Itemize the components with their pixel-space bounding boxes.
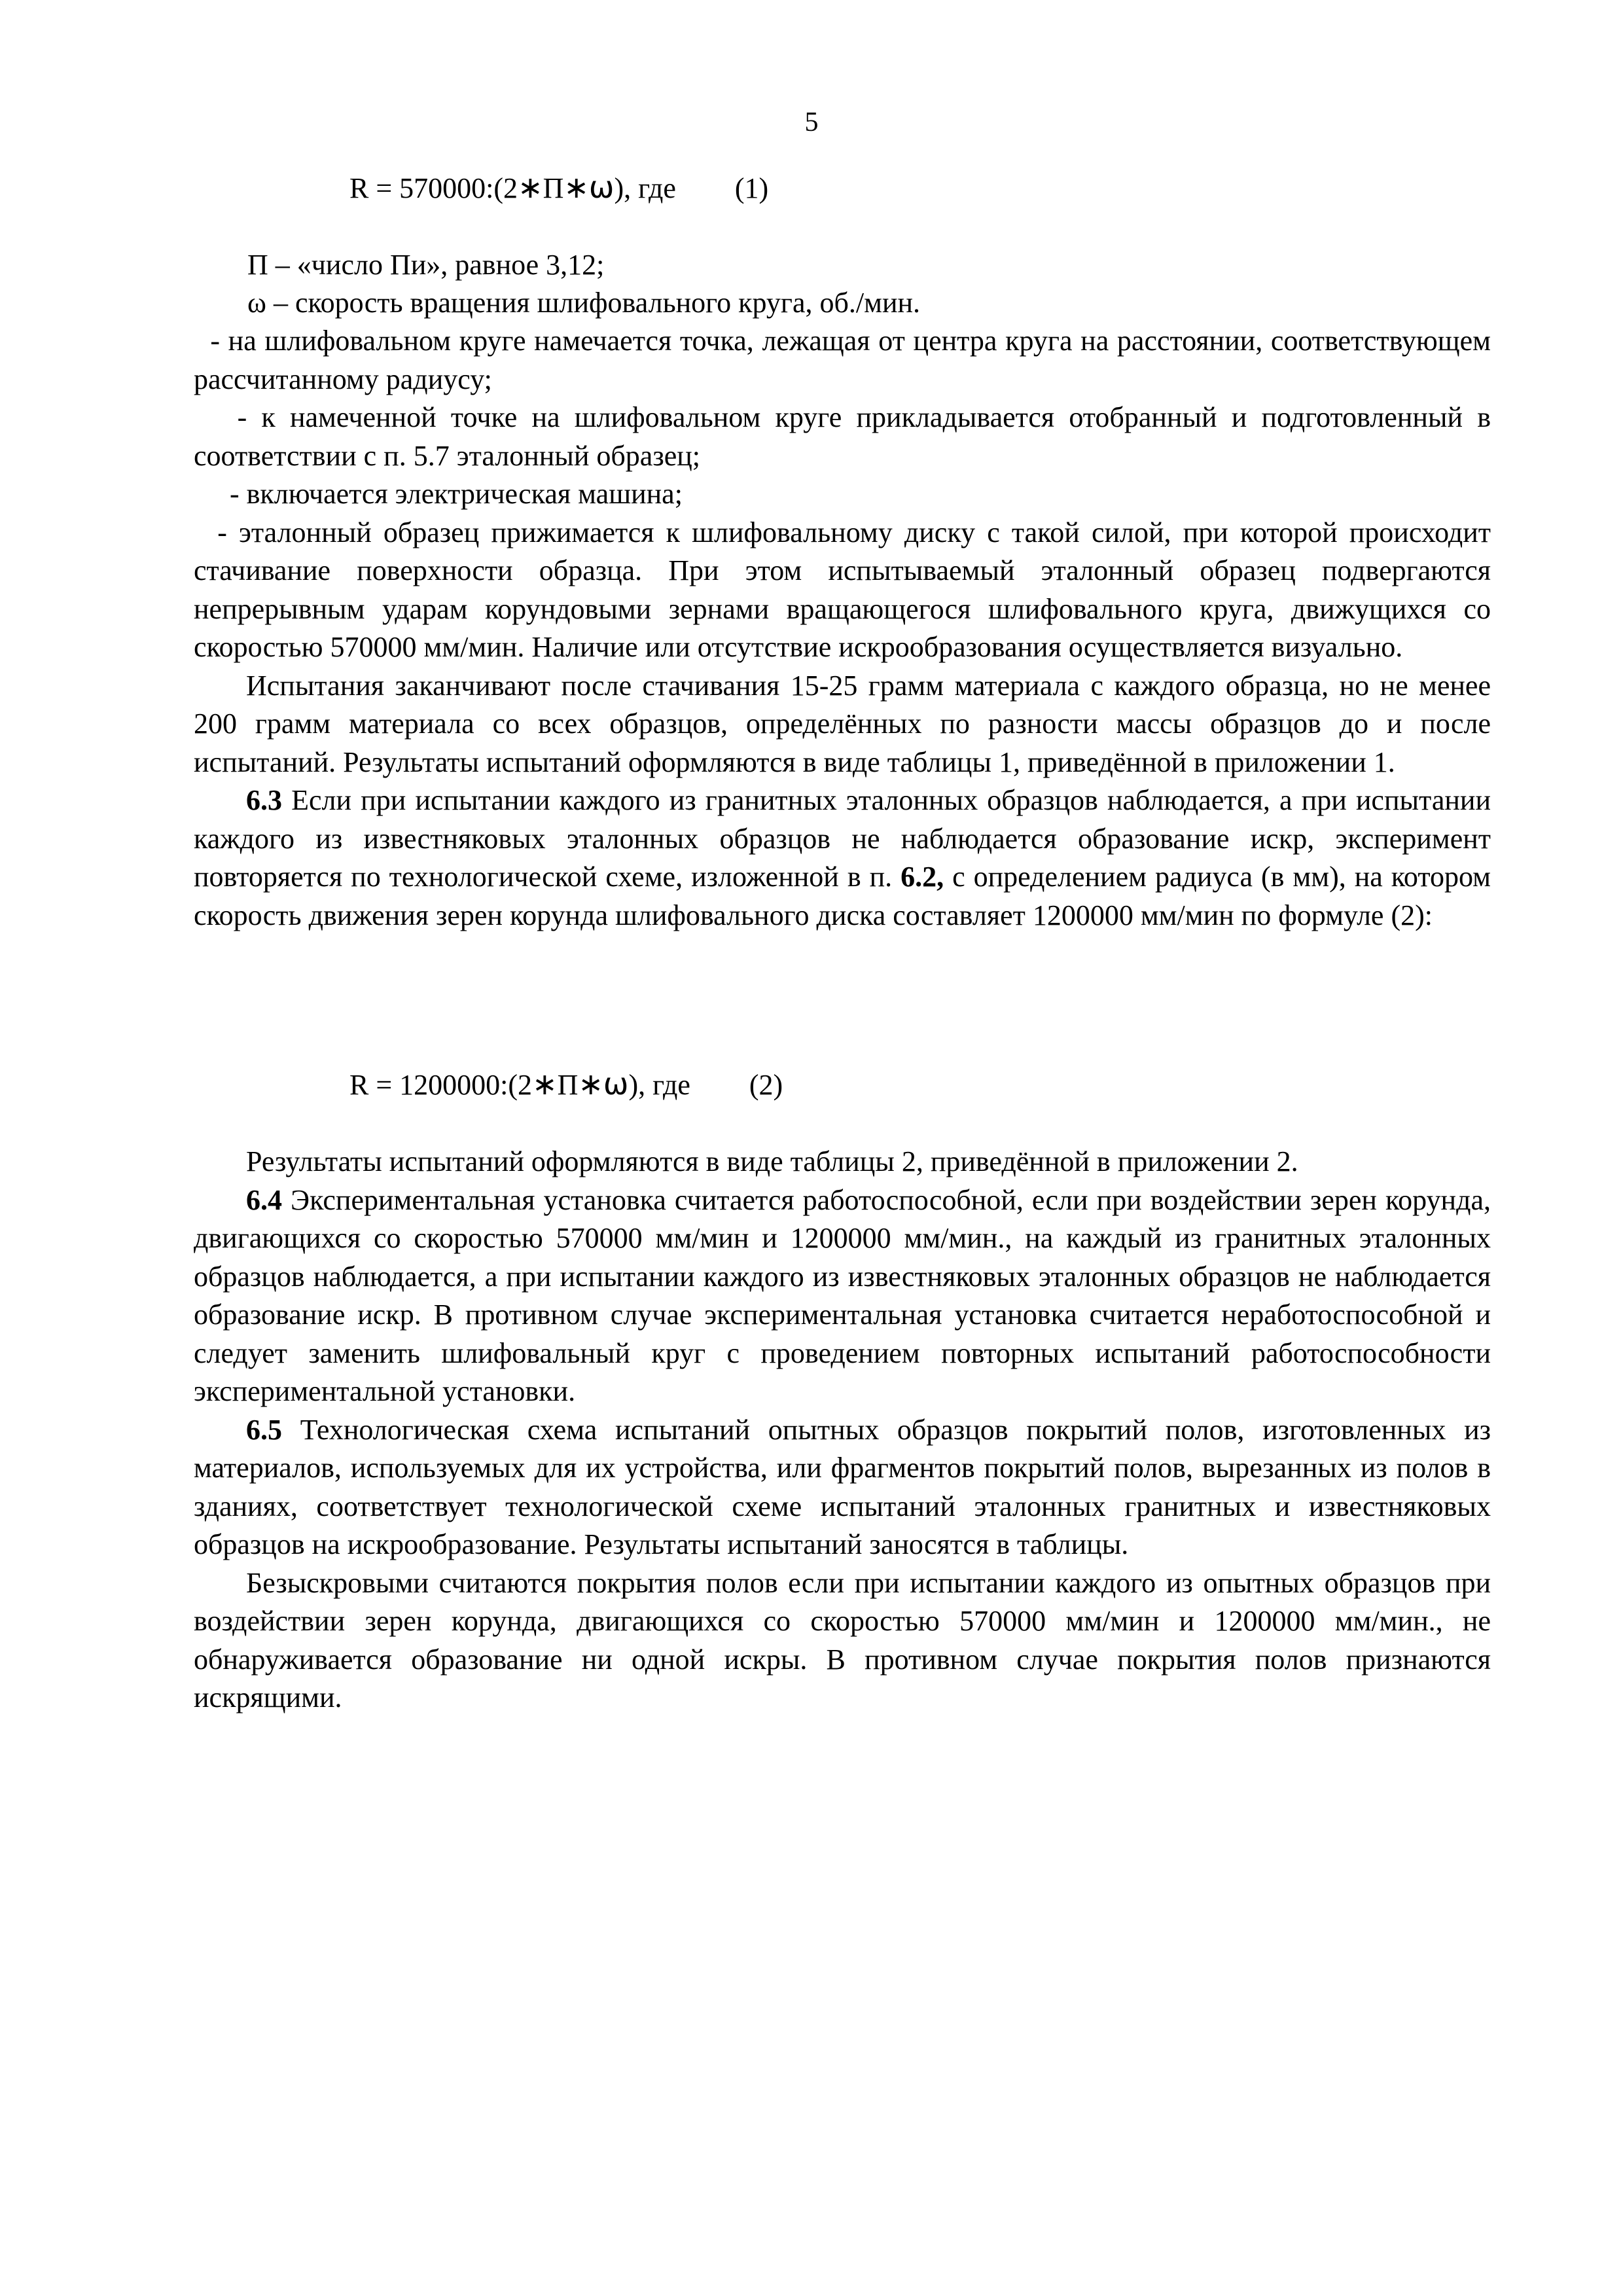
- formula-2: [349, 1064, 783, 1105]
- step-switch-on: - включается электрическая машина;: [230, 478, 683, 510]
- paragraph-conclusion: Безыскровыми считаются покрытия полов если при испытании каждого из опытных образцов при воздействии зерен корунда, двигающихся со скоростью 570000 мм/мин и 1200000 мм/мин., не обнаруживается образование ни одной искры. В противном случае покрытия полов признаются искрящими.: [194, 1566, 1491, 1713]
- multiply-symbol: ∗: [578, 1066, 603, 1102]
- section-number-6-4: 6.4: [246, 1183, 282, 1216]
- page-number: 5: [804, 107, 819, 137]
- section-ref-6-2: 6.2,: [901, 861, 944, 893]
- formula-2-number: (2): [749, 1069, 783, 1101]
- formula-1-suffix: ), где: [614, 172, 676, 204]
- omega-symbol: ω: [588, 170, 615, 205]
- section-number-6-5: 6.5: [246, 1413, 282, 1446]
- multiply-symbol: ∗: [532, 1066, 558, 1102]
- formula-1: [349, 168, 768, 208]
- pi-symbol: П: [557, 1069, 579, 1101]
- step-mark-point: - на шлифовальном круге намечается точка, лежащая от центра круга на расстоянии, соответствующем рассчитанному радиусу;: [194, 325, 1491, 395]
- formula-legend: [247, 246, 1504, 322]
- paragraph-6-5: 6.5 Технологическая схема испытаний опытных образцов покрытий полов, изготовленных из материалов, используемых для их устройства, или фрагментов покрытий полов, вырезанных из полов в зданиях, соответствует технологической схеме испытаний эталонных гранитных и известняковых образцов на искрообразование. Результаты испытаний заносятся в таблицы.: [194, 1413, 1491, 1560]
- multiply-symbol: ∗: [563, 170, 589, 205]
- paragraph-6-4: 6.4 Экспериментальная установка считается работоспособной, если при воздействии зерен корунда, двигающихся со скоростью 570000 мм/мин и 1200000 мм/мин., на каждый из гранитных эталонных образцов наблюдается, а при испытании каждого из известняковых эталонных образцов не наблюдается образование искр. В противном случае экспериментальная установка считается неработоспособной и следует заменить шлифовальный круг с проведением повторных испытаний работоспособности экспериментальной установки.: [194, 1183, 1491, 1407]
- section-6-4-6-5: [194, 1143, 1491, 1717]
- formula-2-prefix: R = 1200000:(2: [349, 1069, 533, 1101]
- paragraph-test-end: Испытания заканчивают после стачивания 15-25 грамм материала с каждого образца, но не менее 200 грамм материала со всех образцов, определённых по разности массы образцов до и после испытаний. Результаты испытаний оформляются в виде таблицы 1, приведённой в приложении 1.: [194, 669, 1491, 778]
- step-press-sample: - эталонный образец прижимается к шлифовальному диску с такой силой, при которой происходит стачивание поверхности образца. При этом испытываемый эталонный образец подвергаются непрерывным ударам корундовыми зернами вращающегося шлифовального круга, движущихся со скоростью 570000 мм/мин. Наличие или отсутствие искрообразования осуществляется визуально.: [194, 516, 1491, 663]
- legend-pi: П – «число Пи», равное 3,12;: [247, 249, 605, 281]
- formula-1-prefix: R = 570000:(2: [349, 172, 518, 204]
- pi-symbol: П: [543, 172, 564, 204]
- section-number-6-3: 6.3: [246, 784, 282, 816]
- procedure-steps: [194, 322, 1491, 935]
- multiply-symbol: ∗: [518, 170, 543, 205]
- omega-symbol: ω: [603, 1066, 629, 1102]
- paragraph-results-table-2: Результаты испытаний оформляются в виде таблицы 2, приведённой в приложении 2.: [246, 1145, 1298, 1177]
- formula-2-suffix: ), где: [628, 1069, 690, 1101]
- paragraph-6-3: 6.3 Если при испытании каждого из гранитных эталонных образцов наблюдается, а при испытании каждого из известняковых эталонных образцов не наблюдается образование искр, эксперимент повторяется по технологической схеме, изложенной в п. 6.2, с определением радиуса (в мм), на котором скорость движения зерен корунда шлифовального диска составляет 1200000 мм/мин по формуле (2):: [194, 784, 1491, 931]
- legend-omega: ω – скорость вращения шлифовального круга, об./мин.: [247, 287, 921, 319]
- formula-1-number: (1): [734, 172, 769, 204]
- step-apply-sample: - к намеченной точке на шлифовальном круге прикладывается отобранный и подготовленный в соответствии с п. 5.7 эталонный образец;: [194, 401, 1491, 472]
